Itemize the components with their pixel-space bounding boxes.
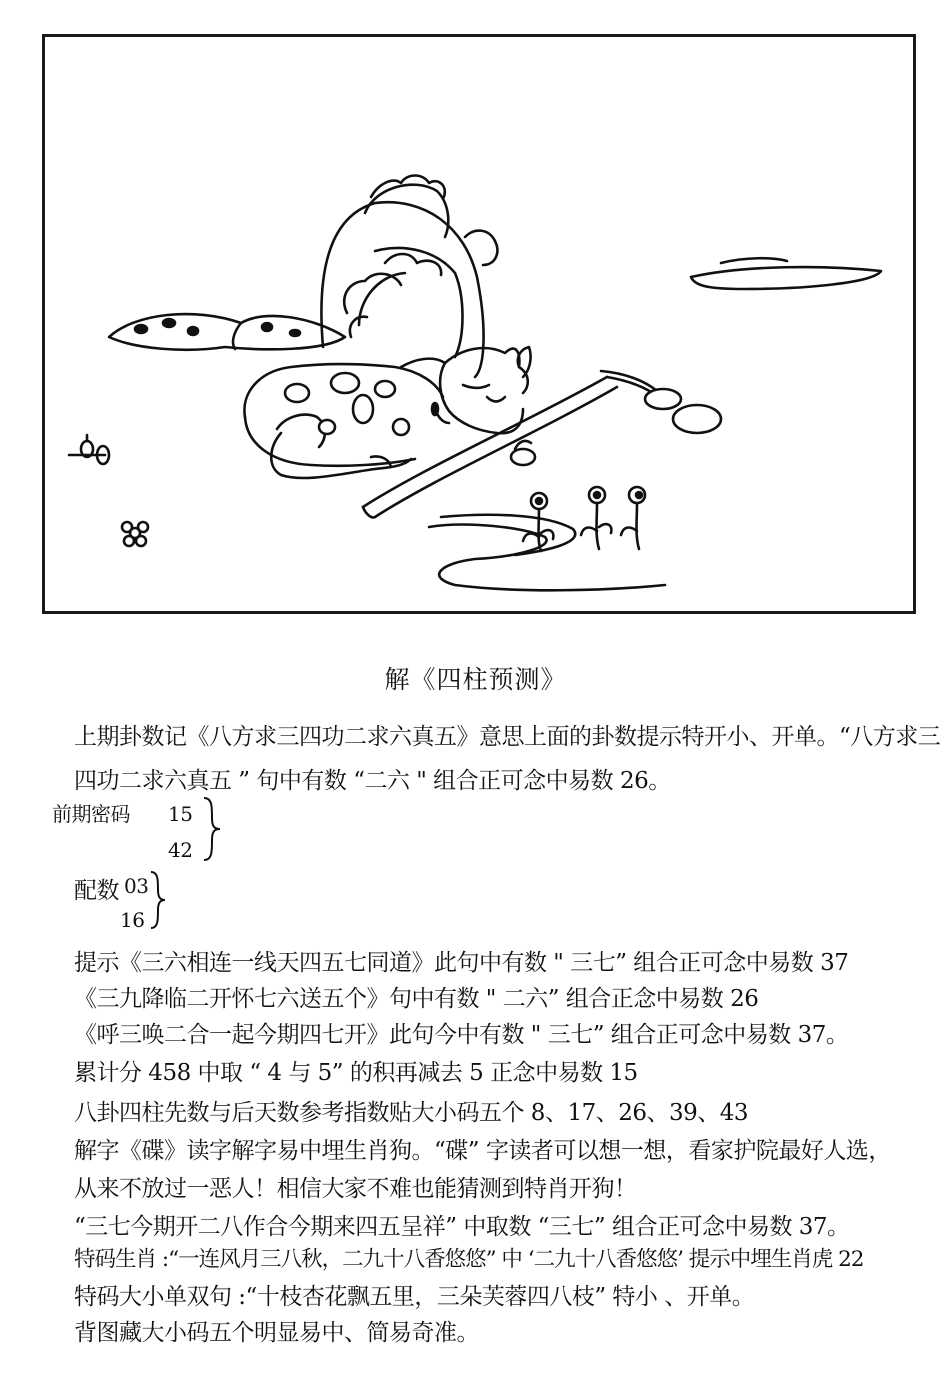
small-flower-left xyxy=(122,522,148,546)
pair-numbers-label: 配数 xyxy=(74,878,119,904)
page-title: 解《四柱预测》 xyxy=(384,665,567,694)
illustration-frame xyxy=(42,34,916,614)
intro-line-2: 四功二求六真五 ” 句中有数 “二六 " 组合正可念中易数 26。 xyxy=(74,768,671,794)
body-line: 背图藏大小码五个明显易中、简易奇准。 xyxy=(74,1320,479,1346)
small-plant-left xyxy=(69,435,109,464)
body-line: 《呼三唤二合一起今期四七开》此句今中有数 " 三七” 组合正可念中易数 37。 xyxy=(74,1022,849,1048)
cloud-streak xyxy=(691,258,881,289)
body-line: 特码生肖 :“一连风月三八秋，二九十八香悠悠” 中 ‘二九十八香悠悠’ 提示中埋生肖虎 22 xyxy=(74,1247,864,1272)
body-line: 特码大小单双句 :“十枝杏花飘五里，三朵芙蓉四八枝” 特小 、开单。 xyxy=(74,1284,755,1310)
brace-icon xyxy=(200,796,224,862)
body-line: “三七今期开二八作合今期来四五呈祥” 中取数 “三七” 组合正可念中易数 37。 xyxy=(74,1214,850,1240)
sleeping-cat xyxy=(244,347,530,478)
stream xyxy=(429,515,665,590)
body-line: 《三九降临二开怀七六送五个》句中有数 " 二六” 组合正念中易数 26 xyxy=(74,986,759,1012)
tall-rock xyxy=(321,176,497,378)
intro-line-1: 上期卦数记《八方求三四功二求六真五》意思上面的卦数提示特开小、开单。“八方求三 xyxy=(74,724,941,750)
pair-number-1: 03 xyxy=(124,874,149,898)
previous-codes-label: 前期密码 xyxy=(52,802,130,826)
body-line: 解字《碟》读字解字易中埋生肖狗。“碟” 字读者可以想一想，看家护院最好人选， xyxy=(74,1138,891,1164)
pair-number-2: 16 xyxy=(120,908,145,932)
cat-illustration xyxy=(45,37,913,611)
brace-icon xyxy=(148,870,168,930)
previous-code-1: 15 xyxy=(168,802,193,826)
body-line: 累计分 458 中取 “ 4 与 5” 的积再减去 5 正念中易数 15 xyxy=(74,1060,638,1086)
body-line: 八卦四柱先数与后天数参考指数贴大小码五个 8、17、26、39、43 xyxy=(74,1100,749,1126)
left-mound xyxy=(109,314,345,350)
fishing-rod xyxy=(363,371,721,517)
body-line: 提示《三六相连一线天四五七同道》此句中有数 " 三七” 组合正可念中易数 37 xyxy=(74,950,849,976)
previous-code-2: 42 xyxy=(168,838,193,862)
body-line: 从来不放过一恶人！相信大家不难也能猜测到特肖开狗！ xyxy=(74,1176,637,1202)
